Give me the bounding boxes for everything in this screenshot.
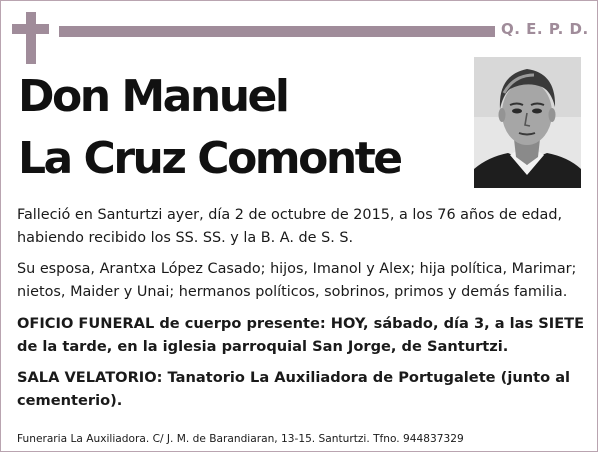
name-line-2: La Cruz Comonte [18, 133, 401, 184]
header-rule [59, 26, 495, 37]
wake-details: SALA VELATORIO: Tanatorio La Auxiliadora de Portugalete (junto al cementerio). [17, 369, 571, 409]
portrait-image [474, 57, 581, 188]
cross-icon-bar [12, 24, 49, 34]
funeral-home-footer: Funeraria La Auxiliadora. C/ J. M. de Barandiaran, 13-15. Santurtzi. Tfno. 944837329 [17, 433, 464, 445]
funeral-details: OFICIO FUNERAL de cuerpo presente: HOY, sábado, día 3, a las SIETE de la tarde, en la iglesia parroquial San Jorge, de Santurtzi. [17, 315, 585, 355]
name-line-1: Don Manuel [18, 71, 288, 122]
qepd-label: Q. E. P. D. [501, 20, 589, 38]
portrait-photo [474, 57, 581, 188]
death-notice: Falleció en Santurtzi ayer, día 2 de octubre de 2015, a los 76 años de edad, habiendo recibido los SS. SS. y la B. A. de S. S. [17, 207, 563, 246]
obituary-body [17, 204, 587, 420]
cross-icon [26, 12, 36, 64]
deceased-name [18, 66, 401, 190]
family-list: Su esposa, Arantxa López Casado; hijos, Imanol y Alex; hija política, Marimar; nietos, Maider y Unai; hermanos políticos, sobrinos, primos y demás familia. [17, 261, 577, 300]
